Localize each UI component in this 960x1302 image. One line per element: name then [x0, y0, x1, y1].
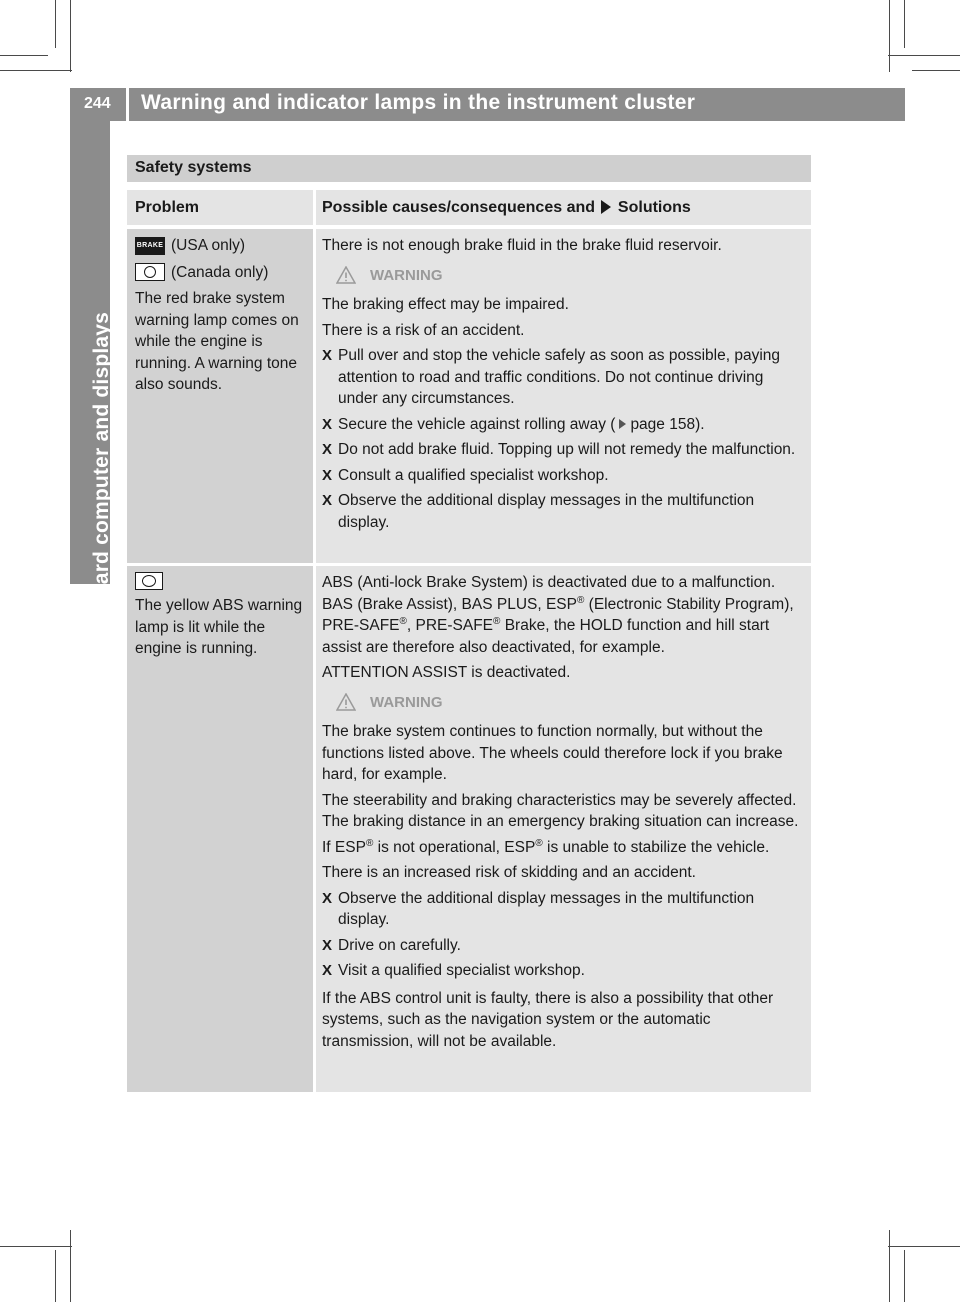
list-item: X Do not add brake fluid. Topping up will not remedy the malfunction. — [322, 439, 806, 461]
indicator-abs — [135, 572, 311, 590]
brake-circle-lamp-icon — [135, 263, 165, 281]
bullet-icon: X — [322, 962, 333, 979]
warning-text: The steerability and braking characteristics may be severely affected. The braking distance in an emergency braking situation can increase. — [322, 791, 799, 830]
bullet-icon: X — [322, 415, 333, 433]
risk-text: There is an increased risk of skidding and an accident. — [322, 864, 696, 881]
indicator-canada: (Canada only) — [135, 262, 311, 284]
column-divider — [313, 190, 316, 225]
chapter-tab — [70, 121, 113, 647]
warning-triangle-icon — [336, 266, 356, 284]
solution-cell — [316, 229, 811, 563]
column-header-solutions: Possible causes/consequences and Solutions — [322, 199, 691, 216]
attention-text: ATTENTION ASSIST is deactivated. — [322, 664, 571, 681]
warning-line: The braking effect may be impaired. — [322, 296, 569, 313]
list-item: X Consult a qualified specialist workshop. — [322, 465, 806, 487]
table-row — [127, 229, 811, 563]
problem-text: The yellow ABS warning lamp is lit while the engine is running. — [135, 597, 303, 657]
warning-heading: WARNING — [336, 692, 806, 714]
page-reference-link[interactable]: page 158). — [630, 415, 705, 433]
crop-mark — [912, 70, 960, 71]
list-item: X Observe the additional display messages in the multifunction display. — [322, 490, 806, 533]
section-title: Safety systems — [135, 159, 252, 176]
section-title-bar — [127, 155, 811, 182]
crop-mark — [0, 1246, 72, 1247]
crop-mark — [889, 1230, 890, 1302]
page-header — [70, 88, 905, 121]
solution-cell — [316, 566, 811, 1092]
cause-text: There is not enough brake fluid in the brake fluid reservoir. — [322, 237, 722, 254]
brake-lamp-icon: BRAKE — [135, 237, 165, 255]
problem-text: The red brake system warning lamp comes on while the engine is running. A warning tone also sounds. — [135, 290, 299, 393]
cause-text: ABS (Anti-lock Brake System) is deactivated due to a malfunction. BAS (Brake Assist), BAS PLUS, ESP® (Electronic Stability Program), PRE-SAFE®, PRE-SAFE® Brake, the HOLD function and hill start assist are therefore also deactivated, for example. — [322, 574, 794, 656]
esp-text: If ESP® is not operational, ESP® is unable to stabilize the vehicle. — [322, 837, 770, 856]
arrow-icon — [601, 200, 611, 214]
warning-heading: WARNING — [336, 265, 806, 287]
table-header — [127, 190, 811, 225]
list-item: X Drive on carefully. — [322, 935, 806, 957]
crop-mark — [888, 1246, 960, 1247]
page-title: Warning and indicator lamps in the instrument cluster — [141, 91, 696, 114]
indicator-usa: BRAKE (USA only) — [136, 237, 246, 254]
page-number: 244 — [84, 95, 111, 112]
crop-mark — [904, 0, 905, 48]
crop-mark — [70, 1230, 71, 1302]
list-item: X Observe the additional display messages in the multifunction display. — [322, 888, 806, 931]
footer-text: If the ABS control unit is faulty, there is also a possibility that other systems, such as the navigation system or the automatic transmission, will not be available. — [322, 989, 774, 1050]
chapter-tab-label: On-board computer and displays — [90, 311, 113, 647]
page-ref-icon — [619, 419, 626, 429]
bullet-icon: X — [322, 466, 333, 484]
crop-mark — [0, 55, 48, 56]
crop-mark — [0, 70, 72, 71]
problem-cell — [127, 566, 313, 1092]
crop-mark — [889, 0, 890, 72]
crop-mark — [904, 1250, 905, 1302]
bullet-icon: X — [322, 347, 333, 364]
problem-cell — [127, 229, 313, 563]
list-item: X Visit a qualified specialist workshop. — [322, 960, 806, 982]
crop-mark — [888, 55, 960, 56]
bullet-icon: X — [322, 441, 333, 458]
bullet-icon: X — [322, 492, 333, 509]
warning-text: The brake system continues to function normally, but without the functions listed above. The wheels could therefore lock if you brake hard, for example. — [322, 723, 783, 783]
list-item: X Secure the vehicle against rolling away ( page 158). — [322, 414, 806, 436]
column-header-problem: Problem — [135, 199, 200, 216]
table-row — [127, 566, 811, 1092]
warning-triangle-icon — [336, 693, 356, 711]
crop-mark — [55, 0, 56, 48]
bullet-icon: X — [322, 936, 333, 954]
abs-lamp-icon — [135, 572, 163, 590]
crop-mark — [55, 1250, 56, 1302]
header-divider — [126, 88, 129, 121]
bullet-icon: X — [322, 889, 333, 907]
list-item: X Pull over and stop the vehicle safely as soon as possible, paying attention to road and traffic conditions. Do not continue driving under any circumstances. — [322, 345, 806, 410]
crop-mark — [70, 0, 71, 72]
warning-line: There is a risk of an accident. — [322, 321, 525, 339]
